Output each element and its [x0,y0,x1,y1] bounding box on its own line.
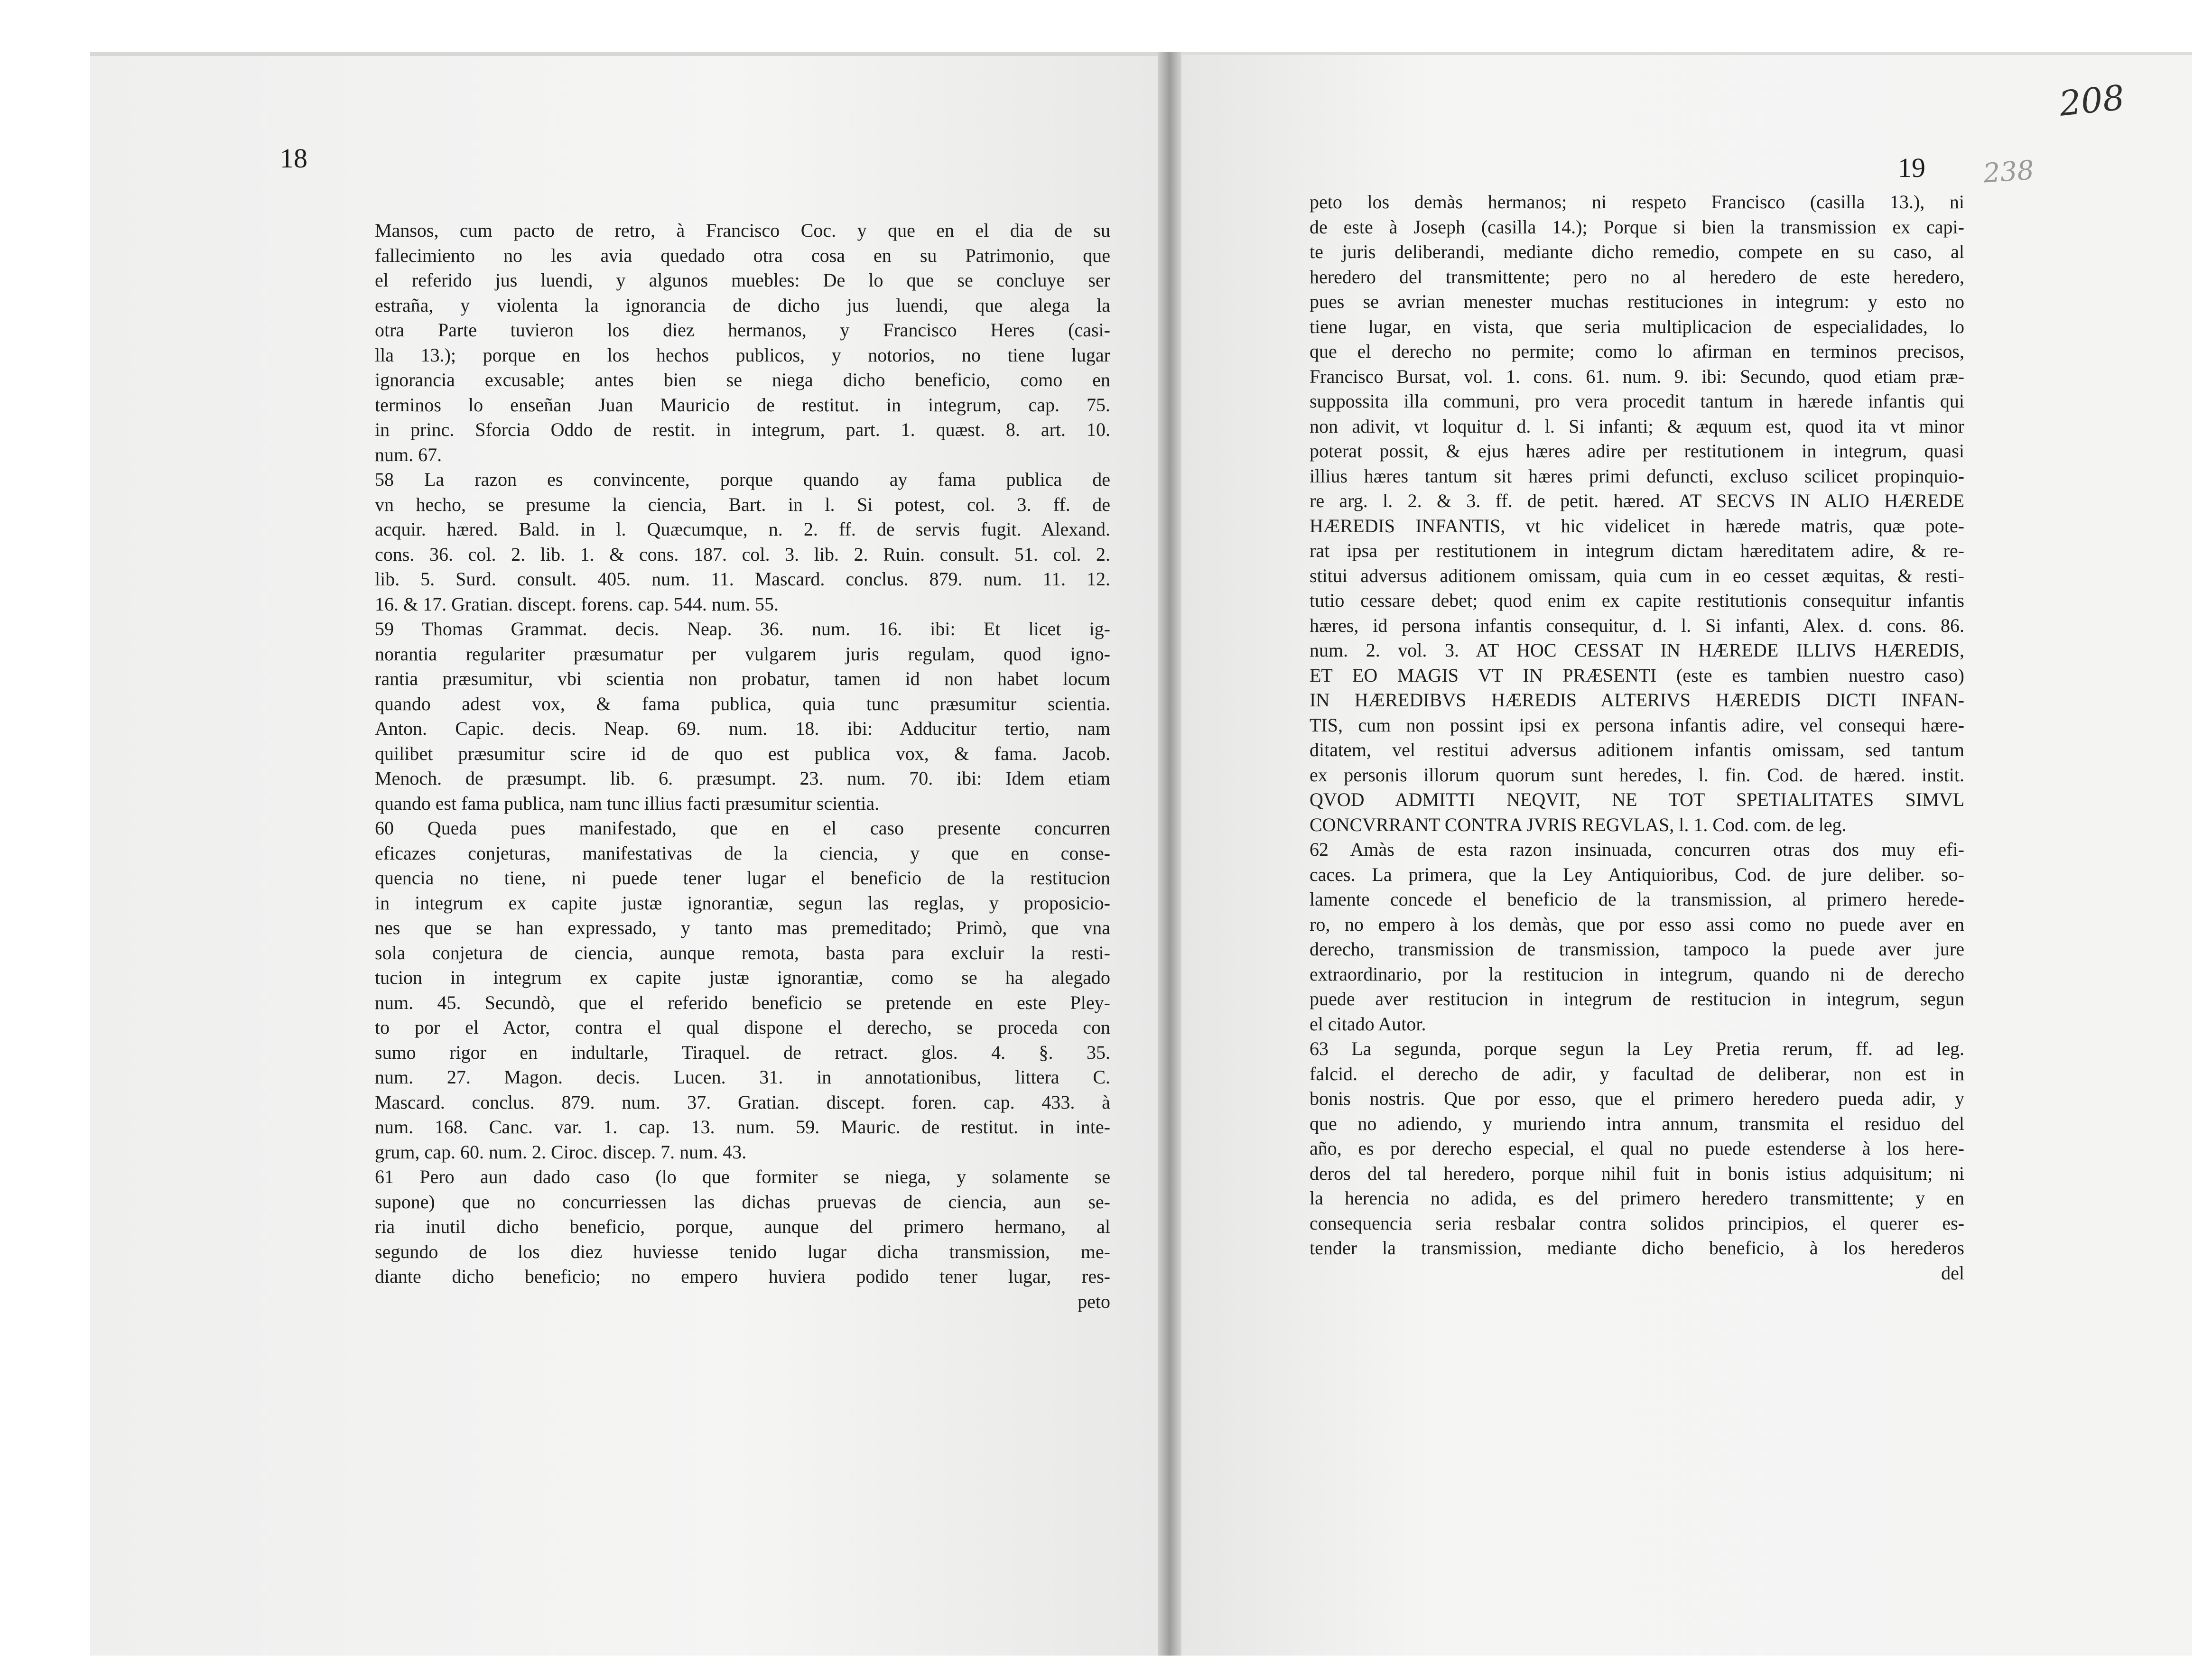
text-line: sola conjetura de ciencia, aunque remota, basta para excluir la resti- [375,942,1110,963]
text-line: el referido jus luendi, y algunos muebles: De lo que se concluye ser [375,269,1110,291]
text-line: ignorancia excusable; antes bien se niega dicho beneficio, como en [375,369,1110,390]
text-line: Mascard. conclus. 879. num. 37. Gratian. discept. foren. cap. 433. à [375,1091,1110,1113]
text-line: num. 67. [375,444,442,465]
text-line: la herencia no adida, es del primero heredero transmittente; y en [1310,1187,1964,1209]
text-line: heredero del transmittente; pero no al heredero de este heredero, [1310,266,1964,287]
text-line: grum, cap. 60. num. 2. Ciroc. discep. 7. num. 43. [375,1141,747,1163]
text-line: derecho, transmission de transmission, tampoco la puede aver jure [1310,938,1964,960]
text-line: num. 168. Canc. var. 1. cap. 13. num. 59. Mauric. de restitut. in inte- [375,1116,1110,1138]
text-line: estraña, y violenta la ignorancia de dicho jus luendi, que alega la [375,294,1110,316]
text-line: TIS, cum non possint ipsi ex persona infantis adire, vel consequi hære- [1310,714,1964,736]
text-line: quando adest vox, & fama publica, quia tunc præsumitur scientia. [375,693,1110,714]
text-line: pues se avrian menester muchas restituciones in integrum: y esto no [1310,291,1964,312]
text-line: consequencia seria resbalar contra solidos principios, el querer es- [1310,1212,1964,1234]
text-line: num. 27. Magon. decis. Lucen. 31. in annotationibus, littera C. [375,1066,1110,1088]
text-line: in princ. Sforcia Oddo de restit. in integrum, part. 1. quæst. 8. art. 10. [375,419,1110,440]
text-line: eficazes conjeturas, manifestativas de la ciencia, y que en conse- [375,842,1110,864]
text-line: quencia no tiene, ni puede tener lugar el beneficio de la restitucion [375,867,1110,889]
handwritten-folio-number: 208 [2057,77,2127,124]
text-line: illius hæres tantum sit hæres primi defuncti, excluso scilicet propinquio- [1310,465,1964,487]
text-line: 59 Thomas Grammat. decis. Neap. 36. num. 16. ibi: Et licet ig- [375,618,1110,639]
text-line: hæres, id persona infantis consequitur, d. l. Si infanti, Alex. d. cons. 86. [1310,614,1964,636]
text-line: Anton. Capic. decis. Neap. 69. num. 18. ibi: Adducitur tertio, nam [375,718,1110,739]
left-page-number: 18 [280,143,307,174]
text-line: bonis nostris. Que por esso, que el primero heredero pueda adir, y [1310,1088,1964,1109]
text-line: otra Parte tuvieron los diez hermanos, y Francisco Heres (casi- [375,319,1110,341]
text-line: Francisco Bursat, vol. 1. cons. 61. num. 9. ibi: Secundo, quod etiam præ- [1310,365,1964,387]
text-line: de este à Joseph (casilla 14.); Porque si bien la transmission ex capi- [1310,216,1964,238]
text-line: supone) que no concurriessen las dichas pruevas de ciencia, aun se- [375,1191,1110,1212]
text-line: segundo de los diez huviesse tenido lugar dicha transmission, me- [375,1240,1110,1262]
text-line: ria inutil dicho beneficio, porque, aunque del primero hermano, al [375,1216,1110,1237]
text-line: te juris deliberandi, mediante dicho remedio, compete en su caso, al [1310,241,1964,262]
text-line: que no adiendo, y muriendo intra annum, transmita el residuo del [1310,1112,1964,1134]
text-line: el citado Autor. [1310,1013,1426,1035]
book-gutter [1158,52,1181,1656]
text-line: vn hecho, se presume la ciencia, Bart. in l. Si potest, col. 3. ff. de [375,493,1110,515]
text-line: 61 Pero aun dado caso (lo que formiter se niega, y solamente se [375,1166,1110,1187]
text-line: ro, no empero à los demàs, que por esso assi como no puede aver en [1310,913,1964,935]
text-line: lamente concede el beneficio de la transmission, al primero herede- [1310,889,1964,910]
text-line: acquir. hæred. Bald. in l. Quæcumque, n. 2. ff. de servis fugit. Alexand. [375,518,1110,540]
text-line: IN HÆREDIBVS HÆREDIS ALTERIVS HÆREDIS DICTI INFAN- [1310,689,1964,711]
text-line: 60 Queda pues manifestado, que en el caso presente concurren [375,817,1110,839]
text-line: nes que se han expressado, y tanto mas premeditado; Primò, que vna [375,917,1110,938]
right-page-text [1310,190,1964,1286]
text-line: diante dicho beneficio; no empero huviera podido tener lugar, res- [375,1266,1110,1287]
text-line: peto los demàs hermanos; ni respeto Francisco (casilla 13.), ni [1310,191,1964,213]
text-line: num. 45. Secundò, que el referido beneficio se pretende en este Pley- [375,991,1110,1013]
text-line: terminos lo enseñan Juan Mauricio de restitut. in integrum, cap. 75. [375,394,1110,416]
text-line: Menoch. de præsumpt. lib. 6. præsumpt. 23. num. 70. ibi: Idem etiam [375,768,1110,789]
text-line: Mansos, cum pacto de retro, à Francisco Coc. y que en el dia de su [375,220,1110,241]
text-line: sumo rigor en indultarle, Tiraquel. de retract. glos. 4. §. 35. [375,1041,1110,1063]
text-line: suppossita illa communi, pro vera procedit tantum in hærede infantis qui [1310,390,1964,412]
text-line: falcid. el derecho de adir, y facultad de deliberar, non est in [1310,1063,1964,1084]
text-line: re arg. l. 2. & 3. ff. de petit. hæred. AT SECVS IN ALIO HÆREDE [1310,490,1964,511]
text-line: tutio cessare debet; quod enim ex capite restitutionis consequitur infantis [1310,590,1964,611]
text-line: 16. & 17. Gratian. discept. forens. cap. 544. num. 55. [375,593,779,615]
text-line: rat ipsa per restitutionem in integrum dictam hæreditatem adire, & re- [1310,540,1964,561]
text-line: tucion in integrum ex capite justæ ignorantiæ, como se ha alegado [375,967,1110,988]
text-line: norantia regulariter præsumatur per vulgarem juris regulam, quod igno- [375,643,1110,665]
text-line: ex personis illorum quorum sunt heredes, l. fin. Cod. de hæred. instit. [1310,764,1964,786]
text-line: CONCVRRANT CONTRA JVRIS REGVLAS, l. 1. Cod. com. de leg. [1310,814,1847,835]
text-line: caces. La primera, que la Ley Antiquioribus, Cod. de jure deliber. so- [1310,863,1964,885]
text-line: año, es por derecho especial, el qual no puede estenderse à los here- [1310,1138,1964,1159]
text-line: puede aver restitucion in integrum de restitucion in integrum, segun [1310,988,1964,1009]
text-line: non adivit, vt loquitur d. l. Si infanti; & æquum est, quod ita vt minor [1310,415,1964,437]
text-line: QVOD ADMITTI NEQVIT, NE TOT SPETIALITATES SIMVL [1310,789,1964,810]
text-line: num. 2. vol. 3. AT HOC CESSAT IN HÆREDE ILLIVS HÆREDIS, [1310,639,1964,661]
text-line: deros del tal heredero, porque nihil fuit in bonis istius adquisitum; ni [1310,1162,1964,1184]
text-line: ET EO MAGIS VT IN PRÆSENTI (este es tambien nuestro caso) [1310,664,1964,686]
text-line: ditatem, vel restitui adversus aditionem infantis omissam, sed tantum [1310,739,1964,760]
text-line: 63 La segunda, porque segun la Ley Pretia rerum, ff. ad leg. [1310,1038,1964,1059]
text-line: extraordinario, por la restitucion in integrum, quando ni de derecho [1310,963,1964,985]
right-page-number: 19 [1898,152,1925,183]
text-line: quilibet præsumitur scire id de quo est publica vox, & fama. Jacob. [375,742,1110,764]
text-line: que el derecho no permite; como lo afirman en terminos precisos, [1310,341,1964,362]
text-line: tender la transmission, mediante dicho beneficio, à los herederos [1310,1237,1964,1259]
faint-folio-number: 238 [1982,155,2035,189]
text-line: lib. 5. Surd. consult. 405. num. 11. Mascard. conclus. 879. num. 11. 12. [375,568,1110,590]
text-line: fallecimiento no les avia quedado otra cosa en su Patrimonio, que [375,244,1110,266]
text-line: HÆREDIS INFANTIS, vt hic videlicet in hærede matris, quæ pote- [1310,515,1964,537]
text-line: del [1941,1262,1964,1284]
text-line: poterat possit, & ejus hæres adire per restitutionem in integrum, quasi [1310,440,1964,462]
text-line: 62 Amàs de esta razon insinuada, concurren otras dos muy efi- [1310,839,1964,860]
text-line: tiene lugar, en vista, que seria multiplicacion de especialidades, lo [1310,315,1964,337]
text-line: rantia præsumitur, vbi scientia non probatur, tamen id non habet locum [375,668,1110,689]
text-line: in integrum ex capite justæ ignorantiæ, segun las reglas, y proposicio- [375,892,1110,914]
text-line: to por el Actor, contra el qual dispone el derecho, se proceda con [375,1017,1110,1038]
text-line: lla 13.); porque en los hechos publicos, y notorios, no tiene lugar [375,344,1110,366]
text-line: stitui adversus aditionem omissam, quia cum in eo cesset æquitas, & resti- [1310,565,1964,586]
text-line: quando est fama publica, nam tunc illius facti præsumitur scientia. [375,792,880,814]
text-line: peto [1078,1290,1110,1312]
left-page-text [375,218,1110,1314]
text-line: 58 La razon es convincente, porque quando ay fama publica de [375,469,1110,490]
text-line: cons. 36. col. 2. lib. 1. & cons. 187. col. 3. lib. 2. Ruin. consult. 51. col. 2. [375,543,1110,565]
